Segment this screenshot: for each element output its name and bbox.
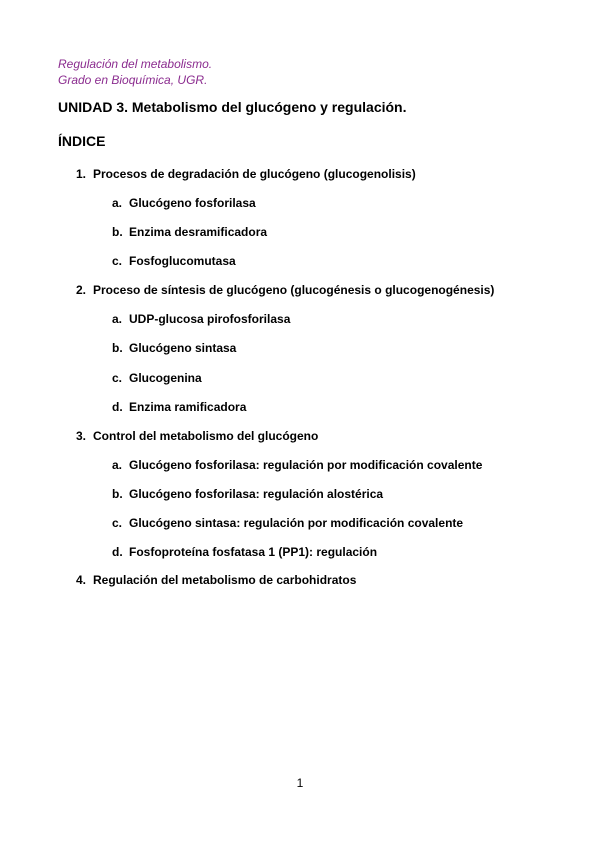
toc-subitem-text: Fosfoproteína fosfatasa 1 (PP1): regulación	[129, 545, 378, 559]
toc-subitem-letter: a.	[112, 458, 123, 472]
toc-subitem-letter: b.	[112, 225, 123, 239]
toc-section-title: Proceso de síntesis de glucógeno (glucogénesis o glucogenogénesis)	[93, 283, 495, 297]
toc-subitem-3d	[112, 545, 377, 559]
toc-section-title: Control del metabolismo del glucógeno	[93, 429, 319, 443]
toc-subitem-letter: c.	[112, 254, 123, 268]
toc-subitem-letter: b.	[112, 341, 123, 355]
toc-section-3	[76, 429, 318, 443]
toc-subitem-letter: a.	[112, 196, 123, 210]
toc-subitem-letter: d.	[112, 545, 123, 559]
toc-subitem-text: Enzima ramificadora	[129, 400, 247, 414]
unit-title: UNIDAD 3. Metabolismo del glucógeno y regulación.	[58, 99, 407, 115]
toc-section-4	[76, 573, 356, 587]
page-number: 1	[296, 776, 304, 790]
toc-subitem-letter: b.	[112, 487, 123, 501]
toc-subitem-letter: c.	[112, 371, 123, 385]
toc-subitem-text: Glucógeno sintasa: regulación por modificación covalente	[129, 516, 464, 530]
toc-section-2	[76, 283, 494, 297]
toc-section-number: 4.	[76, 573, 87, 587]
toc-subitem-1b	[112, 225, 267, 239]
toc-subitem-letter: a.	[112, 312, 123, 326]
toc-subitem-2d	[112, 400, 246, 414]
toc-section-number: 1.	[76, 167, 87, 181]
toc-subitem-text: Fosfoglucomutasa	[129, 254, 236, 268]
toc-subitem-2c	[112, 371, 202, 385]
toc-subitem-text: UDP-glucosa pirofosforilasa	[129, 312, 291, 326]
toc-section-title: Procesos de degradación de glucógeno (glucogenolisis)	[93, 167, 416, 181]
index-heading: ÍNDICE	[58, 133, 106, 149]
toc-subitem-text: Glucógeno fosforilasa: regulación alostérica	[129, 487, 384, 501]
toc-subitem-1c	[112, 254, 236, 268]
toc-subitem-text: Glucógeno sintasa	[129, 341, 237, 355]
toc-subitem-text: Glucogenina	[129, 371, 202, 385]
toc-section-number: 2.	[76, 283, 87, 297]
toc-subitem-text: Enzima desramificadora	[129, 225, 268, 239]
toc-section-title: Regulación del metabolismo de carbohidratos	[93, 573, 357, 587]
header-course-title: Regulación del metabolismo.	[58, 57, 213, 71]
toc-subitem-3b	[112, 487, 383, 501]
toc-section-number: 3.	[76, 429, 87, 443]
toc-subitem-text: Glucógeno fosforilasa: regulación por modificación covalente	[129, 458, 483, 472]
toc-subitem-text: Glucógeno fosforilasa	[129, 196, 256, 210]
toc-subitem-letter: d.	[112, 400, 123, 414]
header-degree: Grado en Bioquímica, UGR.	[58, 73, 208, 87]
toc-subitem-3c	[112, 516, 463, 530]
toc-subitem-letter: c.	[112, 516, 123, 530]
toc-subitem-1a	[112, 196, 256, 210]
toc-subitem-2b	[112, 341, 236, 355]
toc-subitem-3a	[112, 458, 482, 472]
toc-section-1	[76, 167, 416, 181]
toc-subitem-2a	[112, 312, 290, 326]
